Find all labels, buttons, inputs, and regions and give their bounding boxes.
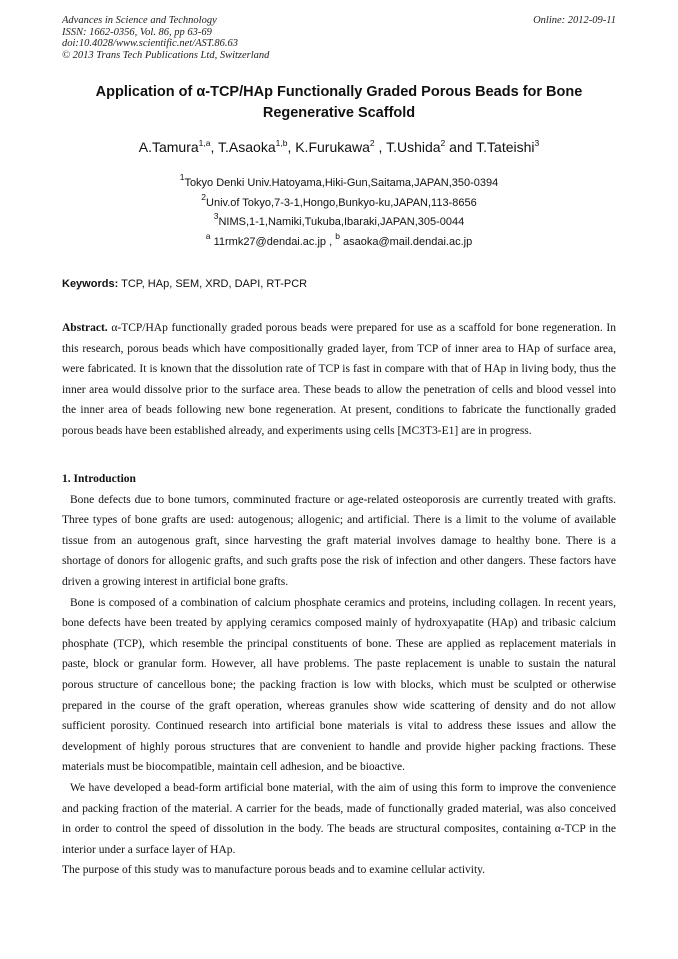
keywords: [62, 277, 616, 291]
author-separator: ,: [374, 139, 387, 155]
author-name: A.Tamura: [138, 139, 199, 155]
affiliation: [62, 191, 616, 214]
keywords-label: Keywords:: [62, 278, 119, 290]
email-line: [62, 230, 616, 253]
abstract-text: α-TCP/HAp functionally graded porous beads were prepared for use as a scaffold for bone regeneration. In this research, porous beads which have compositionally graded layer, from TCP of inner area to HAp of surface area, were fabricated. It is known that the dissolution rate of TCP is fast in compare with that of HAp in living body, thus the inner area would dissolve prior to the surface area. These beads to allow the penetration of cells and blood vessel into the inner area of beads following new bone regeneration. At present, conditions to fabricate the functionally graded porous beads have been established already, and experiments using cells [MC3T3-E1] are in progress.: [62, 322, 616, 437]
author-affiliation-mark: 2: [440, 138, 446, 148]
author-name: T.Tateishi: [476, 139, 535, 155]
author-affiliation-mark: 1,a: [198, 138, 211, 148]
section-heading: 1. Introduction: [62, 473, 136, 485]
email-mark: b: [335, 230, 340, 241]
affiliation-mark: 2: [201, 191, 207, 202]
introduction-section: [62, 469, 616, 881]
paragraph: We have developed a bead-form artificial bone material, with the aim of using this form to improve the convenience and packing fraction of the material. A carrier for the beads, made of functionally graded material, was also conceived in order to control the speed of dissolution in the body. The beads are structural composites, containing α-TCP in the interior under a surface layer of HAp.: [62, 781, 616, 856]
online-date: Online: 2012-09-11: [533, 15, 616, 26]
affiliation-text: Univ.of Tokyo,7-3-1,Hongo,Bunkyo-ku,JAPAN,113-8656: [206, 196, 477, 209]
journal-name: Advances in Science and Technology: [62, 15, 217, 26]
email-address: 11rmk27@dendai.ac.jp ,: [210, 235, 336, 248]
author-affiliation-mark: 1,b: [275, 138, 288, 148]
paragraph: Bone defects due to bone tumors, comminuted fracture or age-related osteoporosis are currently treated with grafts. Three types of bone grafts are used: autogenous; allogenic; and artificial. There is a limit to the volume of available tissue from an autogenous graft, since harvesting the graft material involves damage to healthy bone. There is a shortage of donors for allogenic grafts, and such grafts pose the risk of infection and other dangers. These factors have driven a growing interest in artificial bone grafts.: [62, 493, 616, 588]
journal-header: [62, 15, 269, 61]
paragraph: Bone is composed of a combination of calcium phosphate ceramics and proteins, including collagen. In recent years, bone defects have been treated by applying ceramics composed mainly of hydroxyapatite (HAp) and tribasic calcium phosphate (TCP), which resemble the principal constituents of bone. These are applied as replacement materials in paste, block or granular form. However, all have problems. The paste replacement is unable to sustain the natural porous structure of cancellous bone; the packing fraction is low with blocks, which must be sculpted or otherwise prepared in the course of the graft operation, whereas granules show wide scattering of density and do not allow sufficient porosity. Continued research into artificial bone materials is vital to address these issues and allow the development of highly porous structures that are convenient to handle and provide higher packing fractions. These materials must be biocompatible, maintain cell adhesion, and be bioactive.: [62, 596, 616, 774]
author-name: T.Ushida: [386, 139, 441, 155]
copyright-line: © 2013 Trans Tech Publications Ltd, Switzerland: [62, 49, 270, 61]
affiliation-list: [62, 174, 616, 252]
email-mark: a: [205, 230, 211, 241]
author-affiliation-mark: 2: [369, 138, 375, 148]
keywords-text: TCP, HAp, SEM, XRD, DAPI, RT-PCR: [118, 278, 308, 290]
paper-title: Application of α-TCP/HAp Functionally Graded Porous Beads for Bone Regenerative Scaffold: [95, 84, 583, 121]
author-separator: and: [445, 139, 477, 155]
author-affiliation-mark: 3: [534, 138, 540, 148]
affiliation-mark: 3: [213, 211, 219, 221]
author-name: K.Furukawa: [295, 139, 370, 155]
author-name: T.Asaoka: [218, 139, 276, 155]
affiliation: [62, 174, 616, 194]
author-list: [62, 138, 616, 156]
issn-line: ISSN: 1662-0356, Vol. 86, pp 63-69: [62, 26, 212, 38]
doi-line: doi:10.4028/www.scientific.net/AST.86.63: [62, 38, 239, 49]
author-separator: ,: [287, 139, 296, 155]
paragraph: The purpose of this study was to manufacture porous beads and to examine cellular activity.: [62, 864, 486, 877]
affiliation-text: Tokyo Denki Univ.Hatoyama,Hiki-Gun,Saitama,JAPAN,350-0394: [184, 177, 499, 189]
abstract-label: Abstract.: [62, 322, 108, 334]
abstract: [62, 318, 616, 442]
affiliation-text: NIMS,1-1,Namiki,Tukuba,Ibaraki,JAPAN,305-0044: [218, 216, 465, 228]
affiliation-mark: 1: [179, 172, 185, 182]
author-separator: ,: [210, 139, 219, 155]
email-address: asaoka@mail.dendai.ac.jp: [339, 235, 473, 248]
